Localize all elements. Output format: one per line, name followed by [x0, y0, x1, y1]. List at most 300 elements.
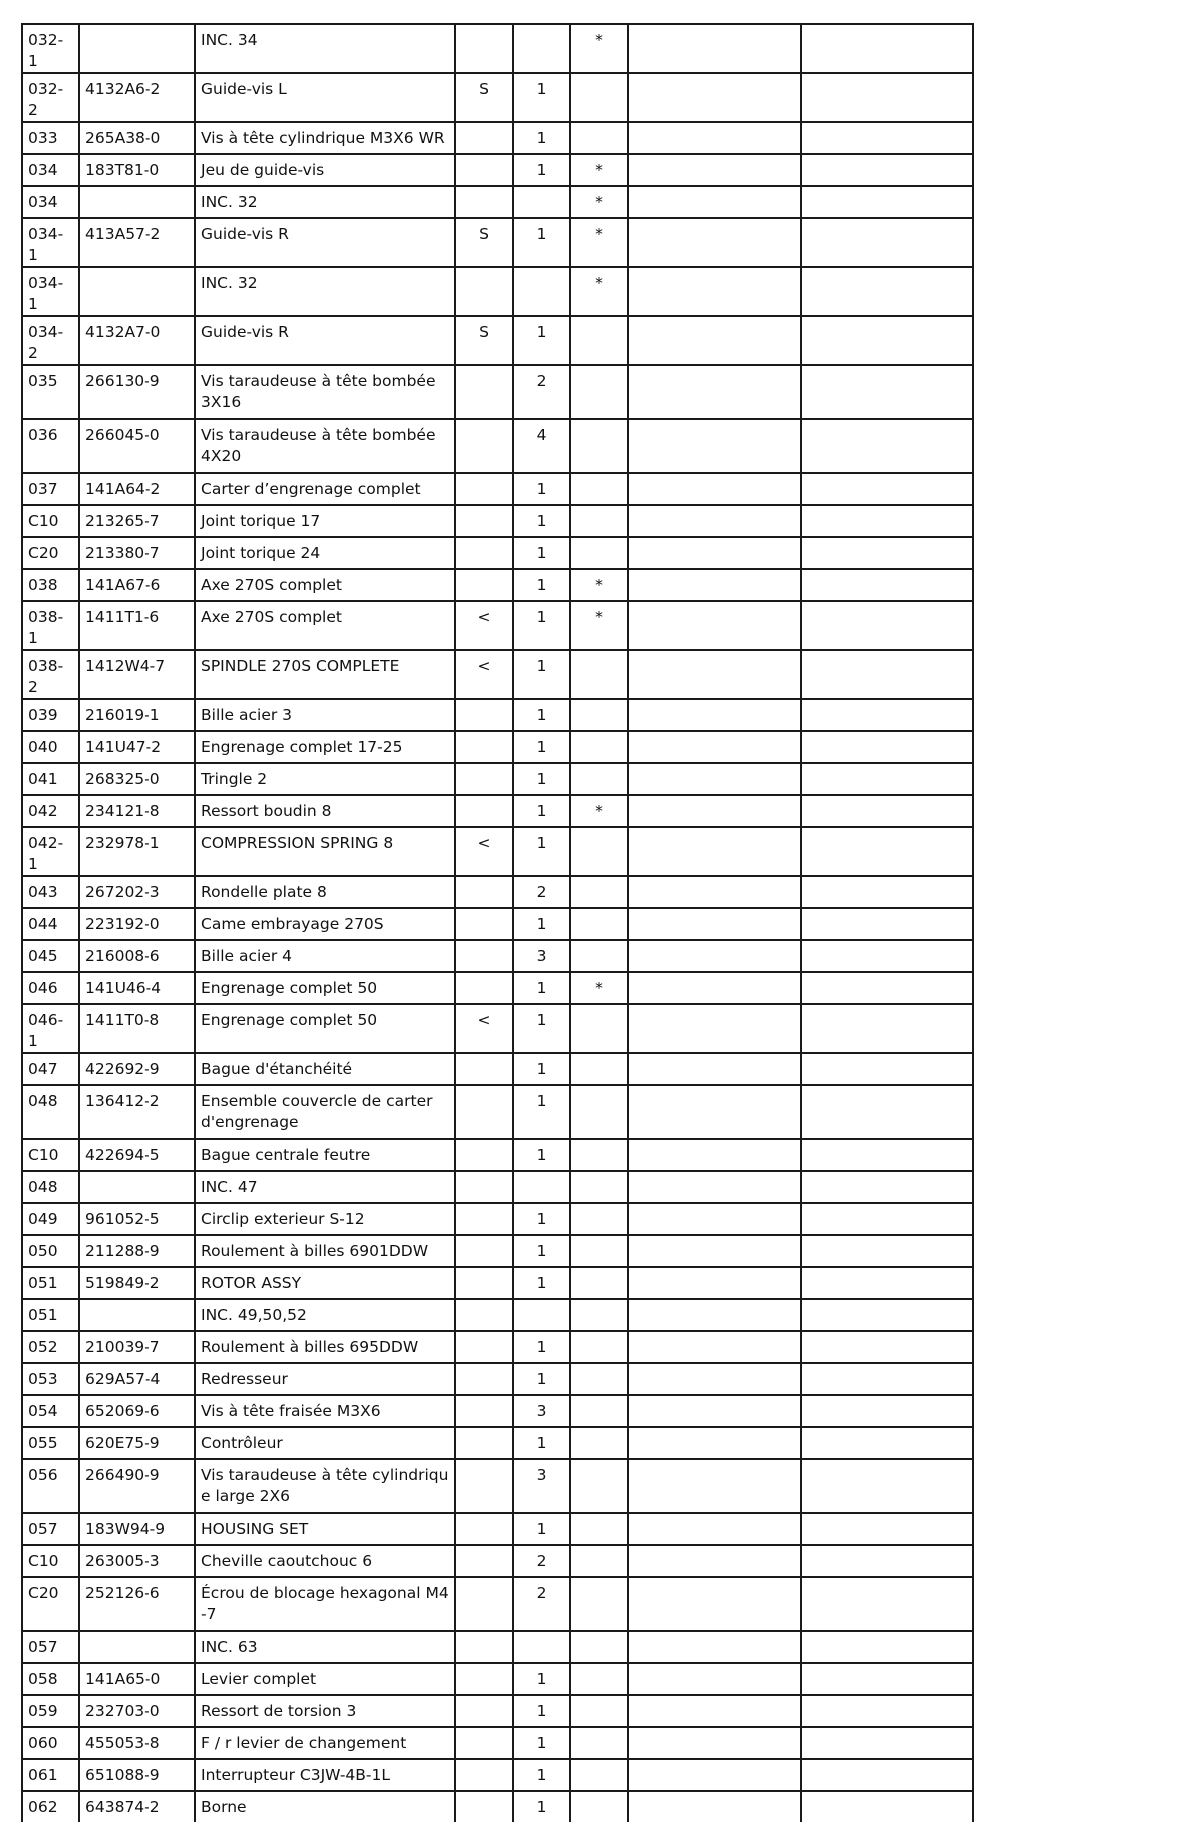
extra-cell-2: [801, 419, 973, 473]
qty-cell: 3: [513, 1459, 570, 1513]
ref-no-cell: 049: [22, 1203, 79, 1235]
mark-cell: [570, 537, 628, 569]
extra-cell-2: [801, 1663, 973, 1695]
part-no-cell: 183T81-0: [79, 154, 195, 186]
description-cell: Bille acier 3: [195, 699, 455, 731]
description-cell: Guide-vis R: [195, 218, 455, 267]
part-no-cell: 652069-6: [79, 1395, 195, 1427]
description-cell: Bague d'étanchéité: [195, 1053, 455, 1085]
table-row: [22, 473, 973, 505]
description-cell: Cheville caoutchouc 6: [195, 1545, 455, 1577]
description-cell: Redresseur: [195, 1363, 455, 1395]
qty-cell: 3: [513, 940, 570, 972]
table-row: [22, 1727, 973, 1759]
description-cell: ROTOR ASSY: [195, 1267, 455, 1299]
qty-cell: 1: [513, 1235, 570, 1267]
description-cell: F / r levier de changement: [195, 1727, 455, 1759]
extra-cell-2: [801, 186, 973, 218]
qty-cell: 1: [513, 1004, 570, 1053]
table-row: [22, 24, 973, 73]
extra-cell-1: [628, 365, 801, 419]
ref-no-cell: 033: [22, 122, 79, 154]
table-row: [22, 1513, 973, 1545]
extra-cell-1: [628, 537, 801, 569]
mark-cell: [570, 505, 628, 537]
qty-cell: 1: [513, 1331, 570, 1363]
extra-cell-2: [801, 1267, 973, 1299]
extra-cell-1: [628, 699, 801, 731]
description-cell: INC. 32: [195, 186, 455, 218]
table-row: [22, 699, 973, 731]
description-cell: Joint torique 24: [195, 537, 455, 569]
note-cell: [455, 940, 513, 972]
mark-cell: *: [570, 186, 628, 218]
mark-cell: [570, 1139, 628, 1171]
description-cell: INC. 49,50,52: [195, 1299, 455, 1331]
table-row: [22, 122, 973, 154]
part-no-cell: 252126-6: [79, 1577, 195, 1631]
note-cell: [455, 1053, 513, 1085]
description-cell: INC. 47: [195, 1171, 455, 1203]
description-cell: Joint torique 17: [195, 505, 455, 537]
description-cell: Guide-vis R: [195, 316, 455, 365]
note-cell: [455, 1459, 513, 1513]
description-cell: Engrenage complet 50: [195, 972, 455, 1004]
ref-no-cell: 054: [22, 1395, 79, 1427]
part-no-cell: 223192-0: [79, 908, 195, 940]
mark-cell: [570, 122, 628, 154]
note-cell: [455, 1203, 513, 1235]
part-no-cell: 232978-1: [79, 827, 195, 876]
qty-cell: 1: [513, 1759, 570, 1791]
note-cell: [455, 908, 513, 940]
table-row: [22, 1053, 973, 1085]
ref-no-cell: 038: [22, 569, 79, 601]
ref-no-cell: C10: [22, 1139, 79, 1171]
note-cell: [455, 1299, 513, 1331]
part-no-cell: 422694-5: [79, 1139, 195, 1171]
description-cell: Roulement à billes 6901DDW: [195, 1235, 455, 1267]
ref-no-cell: 045: [22, 940, 79, 972]
extra-cell-1: [628, 186, 801, 218]
part-no-cell: [79, 267, 195, 316]
extra-cell-1: [628, 1759, 801, 1791]
qty-cell: 2: [513, 1577, 570, 1631]
extra-cell-1: [628, 731, 801, 763]
description-cell: Circlip exterieur S-12: [195, 1203, 455, 1235]
note-cell: [455, 267, 513, 316]
note-cell: [455, 1513, 513, 1545]
qty-cell: [513, 1299, 570, 1331]
ref-no-cell: 060: [22, 1727, 79, 1759]
part-no-cell: [79, 186, 195, 218]
extra-cell-1: [628, 795, 801, 827]
table-row: [22, 1299, 973, 1331]
extra-cell-2: [801, 1235, 973, 1267]
extra-cell-1: [628, 1085, 801, 1139]
extra-cell-2: [801, 940, 973, 972]
extra-cell-2: [801, 1791, 973, 1822]
qty-cell: 1: [513, 73, 570, 122]
note-cell: <: [455, 650, 513, 699]
table-row: [22, 827, 973, 876]
part-no-cell: 266130-9: [79, 365, 195, 419]
ref-no-cell: 053: [22, 1363, 79, 1395]
part-no-cell: 651088-9: [79, 1759, 195, 1791]
extra-cell-2: [801, 1759, 973, 1791]
ref-no-cell: 032-1: [22, 24, 79, 73]
table-row: [22, 365, 973, 419]
description-cell: HOUSING SET: [195, 1513, 455, 1545]
mark-cell: [570, 1759, 628, 1791]
description-cell: Borne: [195, 1791, 455, 1822]
qty-cell: 1: [513, 1727, 570, 1759]
extra-cell-2: [801, 1331, 973, 1363]
note-cell: [455, 1139, 513, 1171]
mark-cell: [570, 876, 628, 908]
extra-cell-1: [628, 473, 801, 505]
part-no-cell: [79, 1631, 195, 1663]
note-cell: [455, 795, 513, 827]
mark-cell: [570, 1267, 628, 1299]
note-cell: [455, 505, 513, 537]
table-row: [22, 1139, 973, 1171]
extra-cell-1: [628, 1331, 801, 1363]
note-cell: [455, 1427, 513, 1459]
part-no-cell: [79, 1299, 195, 1331]
description-cell: Tringle 2: [195, 763, 455, 795]
mark-cell: *: [570, 795, 628, 827]
extra-cell-1: [628, 218, 801, 267]
extra-cell-2: [801, 1395, 973, 1427]
part-no-cell: 422692-9: [79, 1053, 195, 1085]
note-cell: [455, 186, 513, 218]
mark-cell: [570, 1363, 628, 1395]
part-no-cell: 263005-3: [79, 1545, 195, 1577]
mark-cell: [570, 1631, 628, 1663]
part-no-cell: 4132A6-2: [79, 73, 195, 122]
mark-cell: [570, 1395, 628, 1427]
mark-cell: [570, 1459, 628, 1513]
qty-cell: 1: [513, 972, 570, 1004]
table-row: [22, 940, 973, 972]
extra-cell-2: [801, 316, 973, 365]
table-row: [22, 186, 973, 218]
description-cell: Vis à tête fraisée M3X6: [195, 1395, 455, 1427]
ref-no-cell: 042: [22, 795, 79, 827]
mark-cell: [570, 316, 628, 365]
qty-cell: 1: [513, 218, 570, 267]
extra-cell-2: [801, 505, 973, 537]
extra-cell-1: [628, 1459, 801, 1513]
table-row: [22, 1459, 973, 1513]
table-row: [22, 569, 973, 601]
extra-cell-1: [628, 1631, 801, 1663]
extra-cell-1: [628, 1513, 801, 1545]
part-no-cell: 216019-1: [79, 699, 195, 731]
table-row: [22, 1004, 973, 1053]
extra-cell-2: [801, 795, 973, 827]
extra-cell-2: [801, 1139, 973, 1171]
ref-no-cell: 034-1: [22, 267, 79, 316]
extra-cell-2: [801, 122, 973, 154]
mark-cell: *: [570, 218, 628, 267]
qty-cell: [513, 1171, 570, 1203]
note-cell: [455, 24, 513, 73]
extra-cell-2: [801, 1203, 973, 1235]
extra-cell-2: [801, 1513, 973, 1545]
ref-no-cell: 058: [22, 1663, 79, 1695]
note-cell: [455, 473, 513, 505]
part-no-cell: 268325-0: [79, 763, 195, 795]
note-cell: <: [455, 601, 513, 650]
qty-cell: 1: [513, 473, 570, 505]
note-cell: [455, 537, 513, 569]
qty-cell: 3: [513, 1395, 570, 1427]
note-cell: [455, 972, 513, 1004]
mark-cell: [570, 1331, 628, 1363]
extra-cell-1: [628, 763, 801, 795]
description-cell: Axe 270S complet: [195, 569, 455, 601]
qty-cell: 1: [513, 154, 570, 186]
extra-cell-1: [628, 419, 801, 473]
qty-cell: 1: [513, 827, 570, 876]
note-cell: [455, 699, 513, 731]
qty-cell: 1: [513, 505, 570, 537]
mark-cell: [570, 473, 628, 505]
mark-cell: [570, 827, 628, 876]
extra-cell-1: [628, 1203, 801, 1235]
qty-cell: 2: [513, 876, 570, 908]
table-row: [22, 1577, 973, 1631]
qty-cell: 1: [513, 731, 570, 763]
ref-no-cell: 037: [22, 473, 79, 505]
mark-cell: [570, 1727, 628, 1759]
table-row: [22, 601, 973, 650]
qty-cell: 1: [513, 537, 570, 569]
note-cell: [455, 1663, 513, 1695]
description-cell: Contrôleur: [195, 1427, 455, 1459]
note-cell: [455, 154, 513, 186]
description-cell: Bille acier 4: [195, 940, 455, 972]
description-cell: Roulement à billes 695DDW: [195, 1331, 455, 1363]
table-row: [22, 1663, 973, 1695]
part-no-cell: 266490-9: [79, 1459, 195, 1513]
description-cell: Engrenage complet 17-25: [195, 731, 455, 763]
note-cell: [455, 365, 513, 419]
extra-cell-1: [628, 1663, 801, 1695]
extra-cell-1: [628, 650, 801, 699]
table-row: [22, 1427, 973, 1459]
extra-cell-1: [628, 1267, 801, 1299]
extra-cell-2: [801, 699, 973, 731]
mark-cell: [570, 908, 628, 940]
qty-cell: 1: [513, 1427, 570, 1459]
mark-cell: [570, 1085, 628, 1139]
extra-cell-2: [801, 1004, 973, 1053]
qty-cell: 1: [513, 1085, 570, 1139]
part-no-cell: 141A64-2: [79, 473, 195, 505]
part-no-cell: 267202-3: [79, 876, 195, 908]
ref-no-cell: 038-1: [22, 601, 79, 650]
extra-cell-2: [801, 473, 973, 505]
table-row: [22, 650, 973, 699]
extra-cell-1: [628, 1545, 801, 1577]
ref-no-cell: 048: [22, 1085, 79, 1139]
part-no-cell: 643874-2: [79, 1791, 195, 1822]
part-no-cell: 141A67-6: [79, 569, 195, 601]
ref-no-cell: 057: [22, 1631, 79, 1663]
note-cell: [455, 763, 513, 795]
extra-cell-2: [801, 1459, 973, 1513]
ref-no-cell: 046-1: [22, 1004, 79, 1053]
description-cell: Ressort de torsion 3: [195, 1695, 455, 1727]
extra-cell-1: [628, 1171, 801, 1203]
part-no-cell: 183W94-9: [79, 1513, 195, 1545]
qty-cell: 1: [513, 569, 570, 601]
mark-cell: [570, 699, 628, 731]
table-row: [22, 537, 973, 569]
mark-cell: [570, 763, 628, 795]
description-cell: Levier complet: [195, 1663, 455, 1695]
extra-cell-2: [801, 827, 973, 876]
extra-cell-1: [628, 1004, 801, 1053]
extra-cell-1: [628, 154, 801, 186]
description-cell: COMPRESSION SPRING 8: [195, 827, 455, 876]
extra-cell-1: [628, 1235, 801, 1267]
description-cell: Came embrayage 270S: [195, 908, 455, 940]
part-no-cell: 234121-8: [79, 795, 195, 827]
qty-cell: 2: [513, 1545, 570, 1577]
mark-cell: [570, 940, 628, 972]
extra-cell-1: [628, 908, 801, 940]
extra-cell-2: [801, 537, 973, 569]
description-cell: Interrupteur C3JW-4B-1L: [195, 1759, 455, 1791]
mark-cell: [570, 1235, 628, 1267]
extra-cell-2: [801, 763, 973, 795]
table-row: [22, 1545, 973, 1577]
ref-no-cell: 034: [22, 186, 79, 218]
note-cell: [455, 1577, 513, 1631]
ref-no-cell: 034-1: [22, 218, 79, 267]
table-row: [22, 1695, 973, 1727]
qty-cell: 1: [513, 908, 570, 940]
note-cell: [455, 1631, 513, 1663]
extra-cell-2: [801, 601, 973, 650]
extra-cell-1: [628, 1363, 801, 1395]
ref-no-cell: 061: [22, 1759, 79, 1791]
table-row: [22, 763, 973, 795]
note-cell: [455, 1395, 513, 1427]
ref-no-cell: 041: [22, 763, 79, 795]
table-row: [22, 1791, 973, 1822]
description-cell: Axe 270S complet: [195, 601, 455, 650]
ref-no-cell: 032-2: [22, 73, 79, 122]
extra-cell-1: [628, 1727, 801, 1759]
extra-cell-1: [628, 972, 801, 1004]
qty-cell: [513, 24, 570, 73]
part-no-cell: 4132A7-0: [79, 316, 195, 365]
extra-cell-2: [801, 569, 973, 601]
note-cell: [455, 731, 513, 763]
mark-cell: [570, 1695, 628, 1727]
description-cell: Ensemble couvercle de carter d'engrenage: [195, 1085, 455, 1139]
extra-cell-2: [801, 154, 973, 186]
part-no-cell: 232703-0: [79, 1695, 195, 1727]
qty-cell: 1: [513, 1203, 570, 1235]
qty-cell: 1: [513, 763, 570, 795]
part-no-cell: 210039-7: [79, 1331, 195, 1363]
table-row: [22, 154, 973, 186]
note-cell: S: [455, 73, 513, 122]
note-cell: <: [455, 1004, 513, 1053]
part-no-cell: 620E75-9: [79, 1427, 195, 1459]
extra-cell-2: [801, 1085, 973, 1139]
qty-cell: 1: [513, 1663, 570, 1695]
extra-cell-2: [801, 1299, 973, 1331]
table-row: [22, 505, 973, 537]
table-row: [22, 1203, 973, 1235]
extra-cell-1: [628, 569, 801, 601]
ref-no-cell: 040: [22, 731, 79, 763]
qty-cell: 1: [513, 1695, 570, 1727]
table-row: [22, 731, 973, 763]
extra-cell-2: [801, 1427, 973, 1459]
ref-no-cell: 048: [22, 1171, 79, 1203]
extra-cell-2: [801, 1545, 973, 1577]
extra-cell-2: [801, 365, 973, 419]
qty-cell: 1: [513, 1053, 570, 1085]
ref-no-cell: 034: [22, 154, 79, 186]
note-cell: [455, 419, 513, 473]
mark-cell: [570, 731, 628, 763]
qty-cell: 1: [513, 1513, 570, 1545]
mark-cell: *: [570, 569, 628, 601]
extra-cell-2: [801, 1631, 973, 1663]
part-no-cell: 1411T1-6: [79, 601, 195, 650]
parts-table-body: [22, 24, 973, 1822]
ref-no-cell: C10: [22, 505, 79, 537]
mark-cell: *: [570, 972, 628, 1004]
extra-cell-1: [628, 1395, 801, 1427]
qty-cell: 4: [513, 419, 570, 473]
description-cell: Vis à tête cylindrique M3X6 WR: [195, 122, 455, 154]
extra-cell-1: [628, 1053, 801, 1085]
mark-cell: [570, 1663, 628, 1695]
qty-cell: [513, 1631, 570, 1663]
table-row: [22, 419, 973, 473]
ref-no-cell: 051: [22, 1299, 79, 1331]
extra-cell-2: [801, 731, 973, 763]
qty-cell: 1: [513, 1267, 570, 1299]
mark-cell: [570, 73, 628, 122]
qty-cell: 1: [513, 650, 570, 699]
part-no-cell: 136412-2: [79, 1085, 195, 1139]
note-cell: <: [455, 827, 513, 876]
note-cell: [455, 1545, 513, 1577]
ref-no-cell: 042-1: [22, 827, 79, 876]
ref-no-cell: 059: [22, 1695, 79, 1727]
description-cell: Guide-vis L: [195, 73, 455, 122]
mark-cell: *: [570, 24, 628, 73]
note-cell: [455, 569, 513, 601]
extra-cell-1: [628, 940, 801, 972]
table-row: [22, 908, 973, 940]
ref-no-cell: 052: [22, 1331, 79, 1363]
ref-no-cell: 039: [22, 699, 79, 731]
part-no-cell: 519849-2: [79, 1267, 195, 1299]
ref-no-cell: 044: [22, 908, 79, 940]
